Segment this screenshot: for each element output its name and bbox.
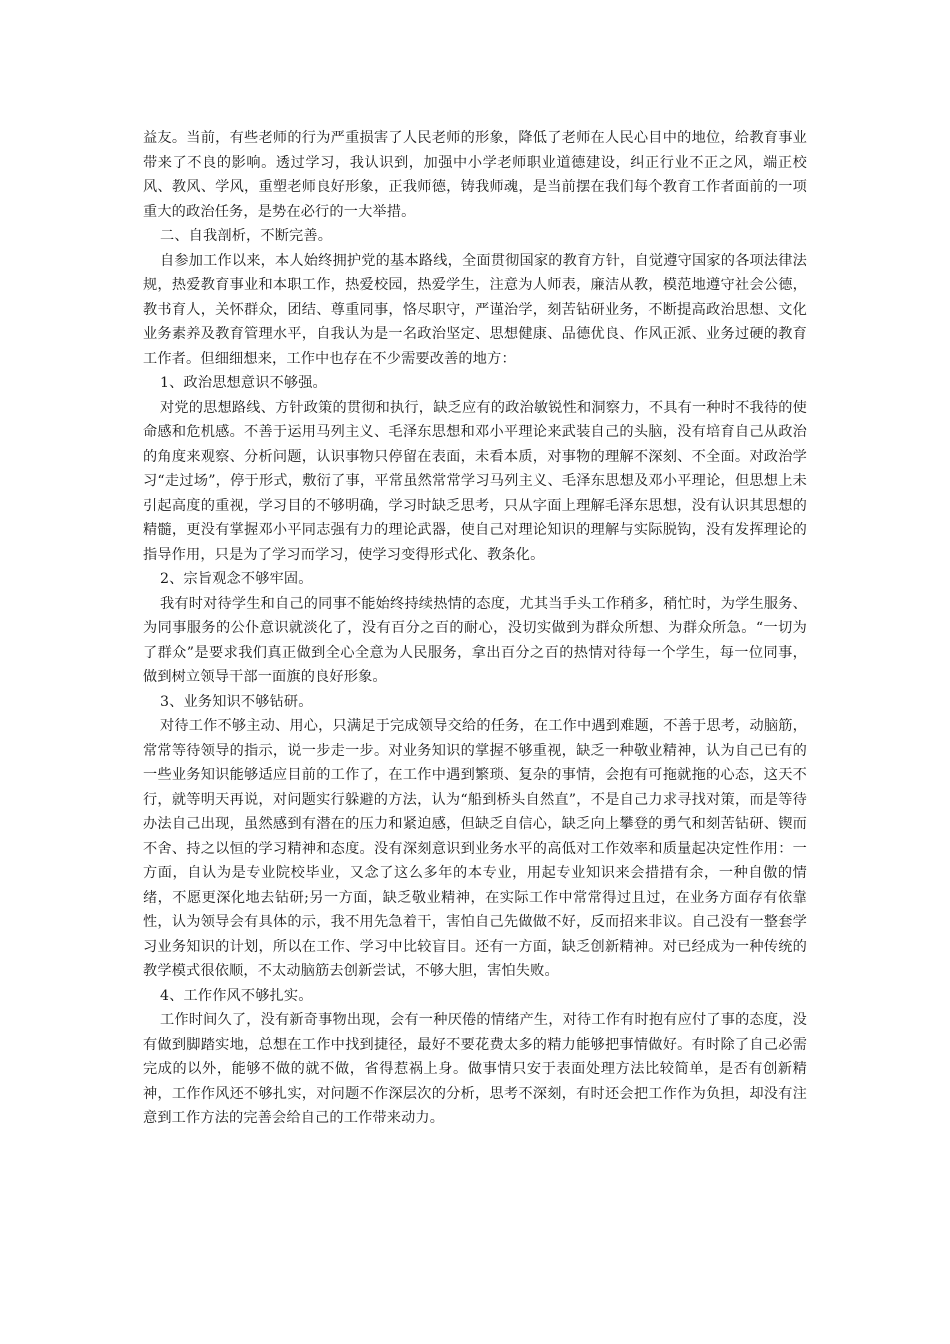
paragraph-service-concept: 我有时对待学生和自己的同事不能始终持续热情的态度，尤其当手头工作稍多，稍忙时，为学生服务、为同事服务的公仆意识就淡化了，没有百分之百的耐心，没切实做到为群众所想、为群众所急。“一切为了群众”是要求我们真正做到全心全意为人民服务，拿出百分之百的热情对待每一个学生，每一位同事，做到树立领导干部一面旗的良好形象。 [143, 595, 807, 685]
subheading-work-style: 4、工作作风不够扎实。 [160, 987, 313, 1004]
paragraph-self-assessment: 自参加工作以来，本人始终拥护党的基本路线，全面贯彻国家的教育方针，自觉遵守国家的各项法律法规，热爱教育事业和本职工作，热爱校园，热爱学生，注意为人师表，廉洁从教，模范地遵守社会公德，教书育人，关怀群众，团结、尊重同事，恪尽职守，严谨治学，刻苦钻研业务，不断提高政治思想、文化业务素养及教育管理水平，自我认为是一名政治坚定、思想健康、品德优良、作风正派、业务过硬的教育工作者。但细细想来，工作中也存在不少需要改善的地方： [143, 252, 807, 367]
subheading-professional-knowledge: 3、业务知识不够钻研。 [160, 693, 313, 710]
paragraph-professional-knowledge: 对待工作不够主动、用心，只满足于完成领导交给的任务，在工作中遇到难题，不善于思考，动脑筋，常常等待领导的指示，说一步走一步。对业务知识的掌握不够重视，缺乏一种敬业精神，认为自己已有的一些业务知识能够适应目前的工作了，在工作中遇到繁琐、复杂的事情，会抱有可拖就拖的心态，这天不行，就等明天再说，对问题实行躲避的方法，认为“船到桥头自然直”，不是自己力求寻找对策，而是等待办法自己出现，虽然感到有潜在的压力和紧迫感，但缺乏自信心，缺乏向上攀登的勇气和刻苦钻研、锲而不舍、持之以恒的学习精神和态度。没有深刻意识到业务水平的高低对工作效率和质量起决定性作用：一方面，自认为是专业院校毕业，又念了这么多年的本专业，用起专业知识来会措措有余，一种自傲的情绪，不愿更深化地去钻研;另一方面，缺乏敬业精神，在实际工作中常常得过且过，在业务方面存有依靠性，认为领导会有具体的示，我不用先急着干，害怕自己先做做不好，反而招来非议。自己没有一整套学习业务知识的计划，所以在工作、学习中比较盲目。还有一方面，缺乏创新精神。对已经成为一种传统的教学模式很依顺，不太动脑筋去创新尝试，不够大胆，害怕失败。 [143, 718, 807, 979]
document-page [143, 126, 807, 1131]
paragraph-political-awareness: 对党的思想路线、方针政策的贯彻和执行，缺乏应有的政治敏锐性和洞察力，不具有一种时不我待的使命感和危机感。不善于运用马列主义、毛泽东思想和邓小平理论来武装自己的头脑，没有培育自己从政治的角度来观察、分析问题，认识事物只停留在表面，未看本质，对事物的理解不深刻、不全面。对政治学习“走过场”，停于形式，敷衍了事，平常虽然常常学习马列主义、毛泽东思想及邓小平理论，但思想上未引起高度的重视，学习目的不够明确，学习时缺乏思考，只从字面上理解毛泽东思想，没有认识其思想的精髓，更没有掌握邓小平同志强有力的理论武器，使自己对理论知识的理解与实际脱钩，没有发挥理论的指导作用，只是为了学习而学习，使学习变得形式化、教条化。 [143, 399, 807, 563]
section-heading-self-analysis: 二、自我剖析，不断完善。 [160, 228, 333, 244]
paragraph-work-style: 工作时间久了，没有新奇事物出现，会有一种厌倦的情绪产生，对待工作有时抱有应付了事的态度，没有做到脚踏实地，总想在工作中找到捷径，最好不要花费太多的精力能够把事情做好。有时除了自己必需完成的以外，能够不做的就不做，省得惹祸上身。做事情只安于表面处理方法比较简单，是否有创新精神，工作作风还不够扎实，对问题不作深层次的分析，思考不深刻，有时还会把工作作为负担，却没有注意到工作方法的完善会给自己的工作带来动力。 [143, 1012, 807, 1126]
paragraph-intro-continued: 益友。当前，有些老师的行为严重损害了人民老师的形象，降低了老师在人民心目中的地位，给教育事业带来了不良的影响。透过学习，我认识到，加强中小学老师职业道德建设，纠正行业不正之风，端正校风、教风、学风，重塑老师良好形象，正我师德，铸我师魂，是当前摆在我们每个教育工作者面前的一项重大的政治任务，是势在必行的一大举措。 [143, 130, 807, 220]
subheading-service-concept: 2、宗旨观念不够牢固。 [160, 571, 313, 587]
subheading-political-awareness: 1、政治思想意识不够强。 [160, 375, 327, 391]
